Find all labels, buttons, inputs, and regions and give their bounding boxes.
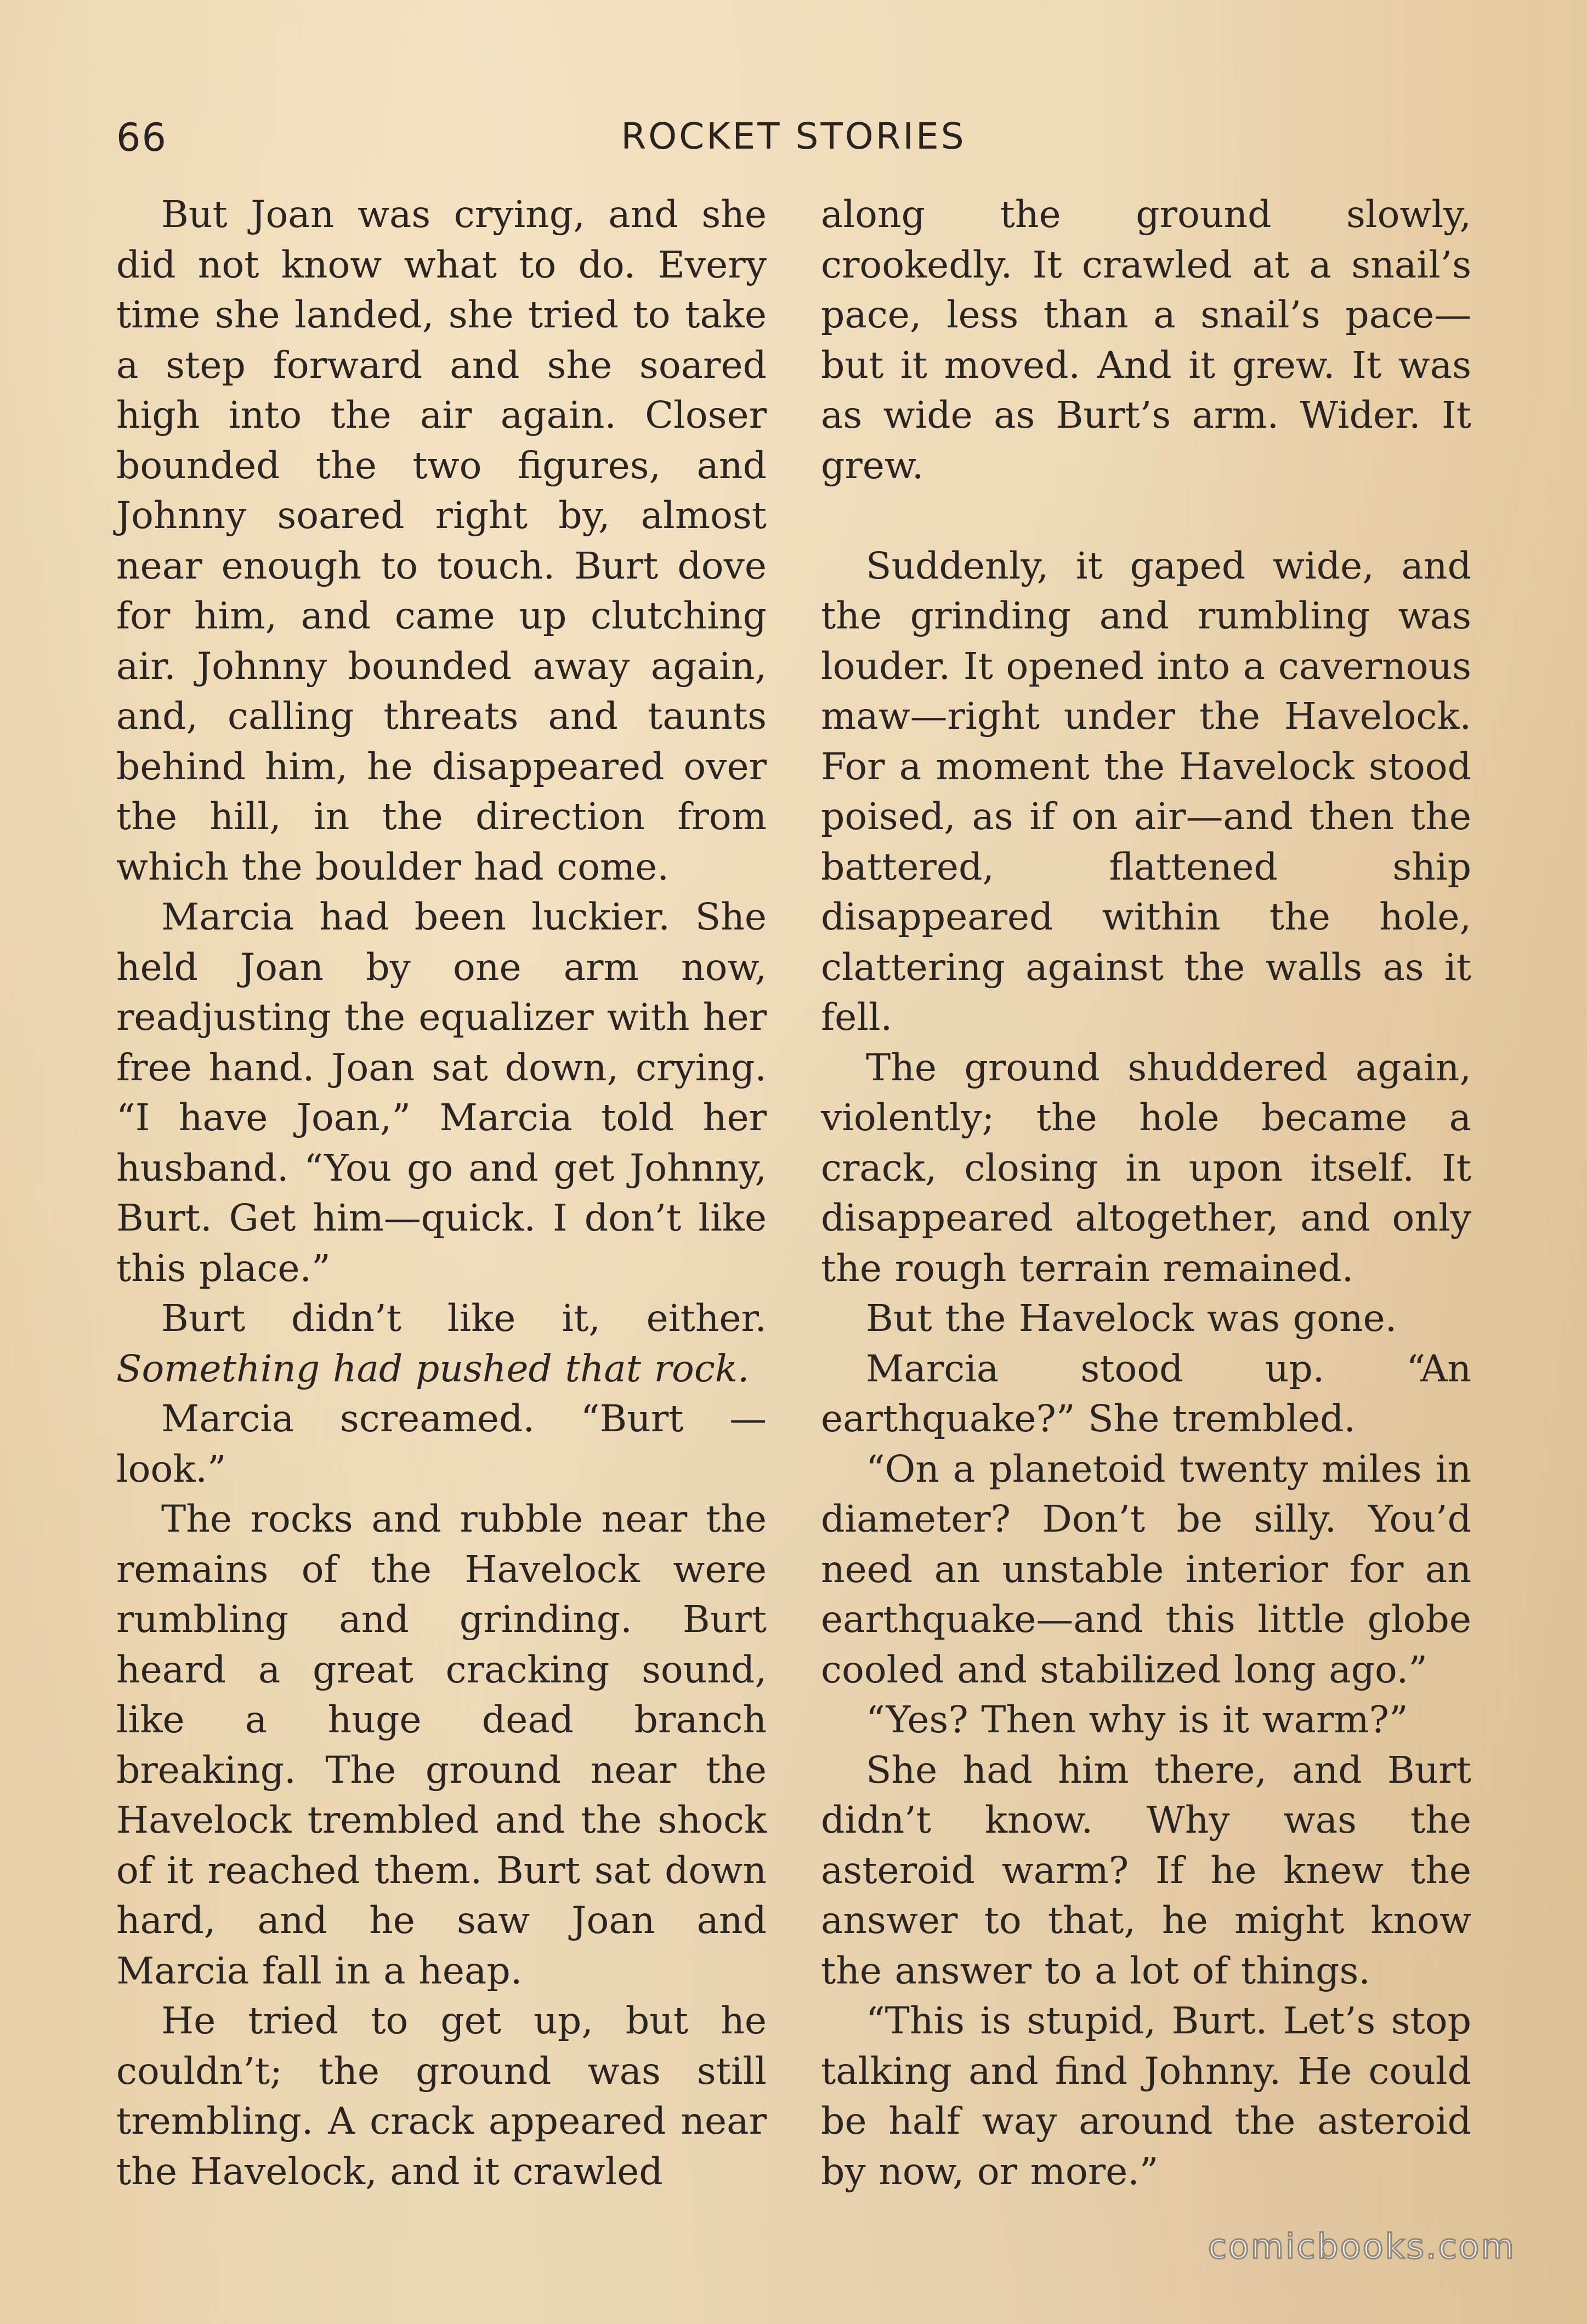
paragraph: “On a planetoid twenty miles in diameter? Don’t be silly. You’d need an unstable interior for an earthquake—and this little globe cooled and stabilized long ago.” <box>821 1447 1471 1691</box>
paragraph-text: Burt didn’t like it, either. <box>161 1296 767 1340</box>
paragraph: She had him there, and Burt didn’t know. Why was the asteroid warm? If he knew the answer to that, he might know the answer to a lot of things. <box>821 1748 1471 1992</box>
paragraph: Suddenly, it gaped wide, and the grinding and rumbling was louder. It opened into a cavernous maw—right under the Havelock. For a moment the Havelock stood poised, as if on air—and then the battered, flattened ship disappeared within the hole, clattering against the walls as it fell. <box>821 543 1471 1039</box>
paragraph: Marcia screamed. “Burt — look.” <box>116 1397 767 1490</box>
paragraph: “This is stupid, Burt. Let’s stop talking and find Johnny. He could be half way around the asteroid by now, or more.” <box>821 1999 1471 2193</box>
paragraph: Marcia stood up. “An earthquake?” She trembled. <box>821 1346 1471 1440</box>
paragraph: The rocks and rubble near the remains of the Havelock were rumbling and grinding. Burt heard a great cracking sound, like a huge dead branch breaking. The ground near the Havelock trembled and the shock of it reached them. Burt sat down hard, and he saw Joan and Marcia fall in a heap. <box>116 1497 767 1992</box>
paragraph: Marcia had been luckier. She held Joan by one arm now, readjusting the equalizer with her free hand. Joan sat down, crying. “I have Joan,” Marcia told her husband. “You go and get Johnny, Burt. Get him—quick. I don’t like this place.” <box>116 895 767 1290</box>
paragraph: But Joan was crying, and she did not know what to do. Every time she landed, she tried to take a step forward and she soared high into the air again. Closer bounded the two figures, and Johnny soared right by, almost near enough to touch. Burt dove for him, and came up clutching air. Johnny bounded away again, and, calling threats and taunts behind him, he disappeared over the hill, in the direction from which the boulder had come. <box>116 192 767 888</box>
paragraph-with-italic-line <box>116 1293 767 1393</box>
running-title: ROCKET STORIES <box>621 115 966 157</box>
right-text-column <box>821 189 1471 2196</box>
italic-line: Something had pushed that rock. <box>116 1346 750 1390</box>
watermark: comicbooks.com <box>1208 2226 1516 2266</box>
left-text-column <box>116 189 767 2196</box>
page-header <box>116 115 1471 165</box>
page-number: 66 <box>116 115 168 160</box>
paragraph: The ground shuddered again, violently; the hole became a crack, closing in upon itself. It disappeared altogether, and only the rough terrain remained. <box>821 1045 1471 1290</box>
paragraph-continued: along the ground slowly, crookedly. It crawled at a snail’s pace, less than a snail’s pace—but it moved. And it grew. It was as wide as Burt’s arm. Wider. It grew. <box>821 192 1471 487</box>
paragraph: “Yes? Then why is it warm?” <box>866 1698 1408 1741</box>
paragraph: He tried to get up, but he couldn’t; the ground was still trembling. A crack appeared near the Havelock, and it crawled <box>116 1999 767 2193</box>
paragraph: But the Havelock was gone. <box>866 1296 1397 1340</box>
